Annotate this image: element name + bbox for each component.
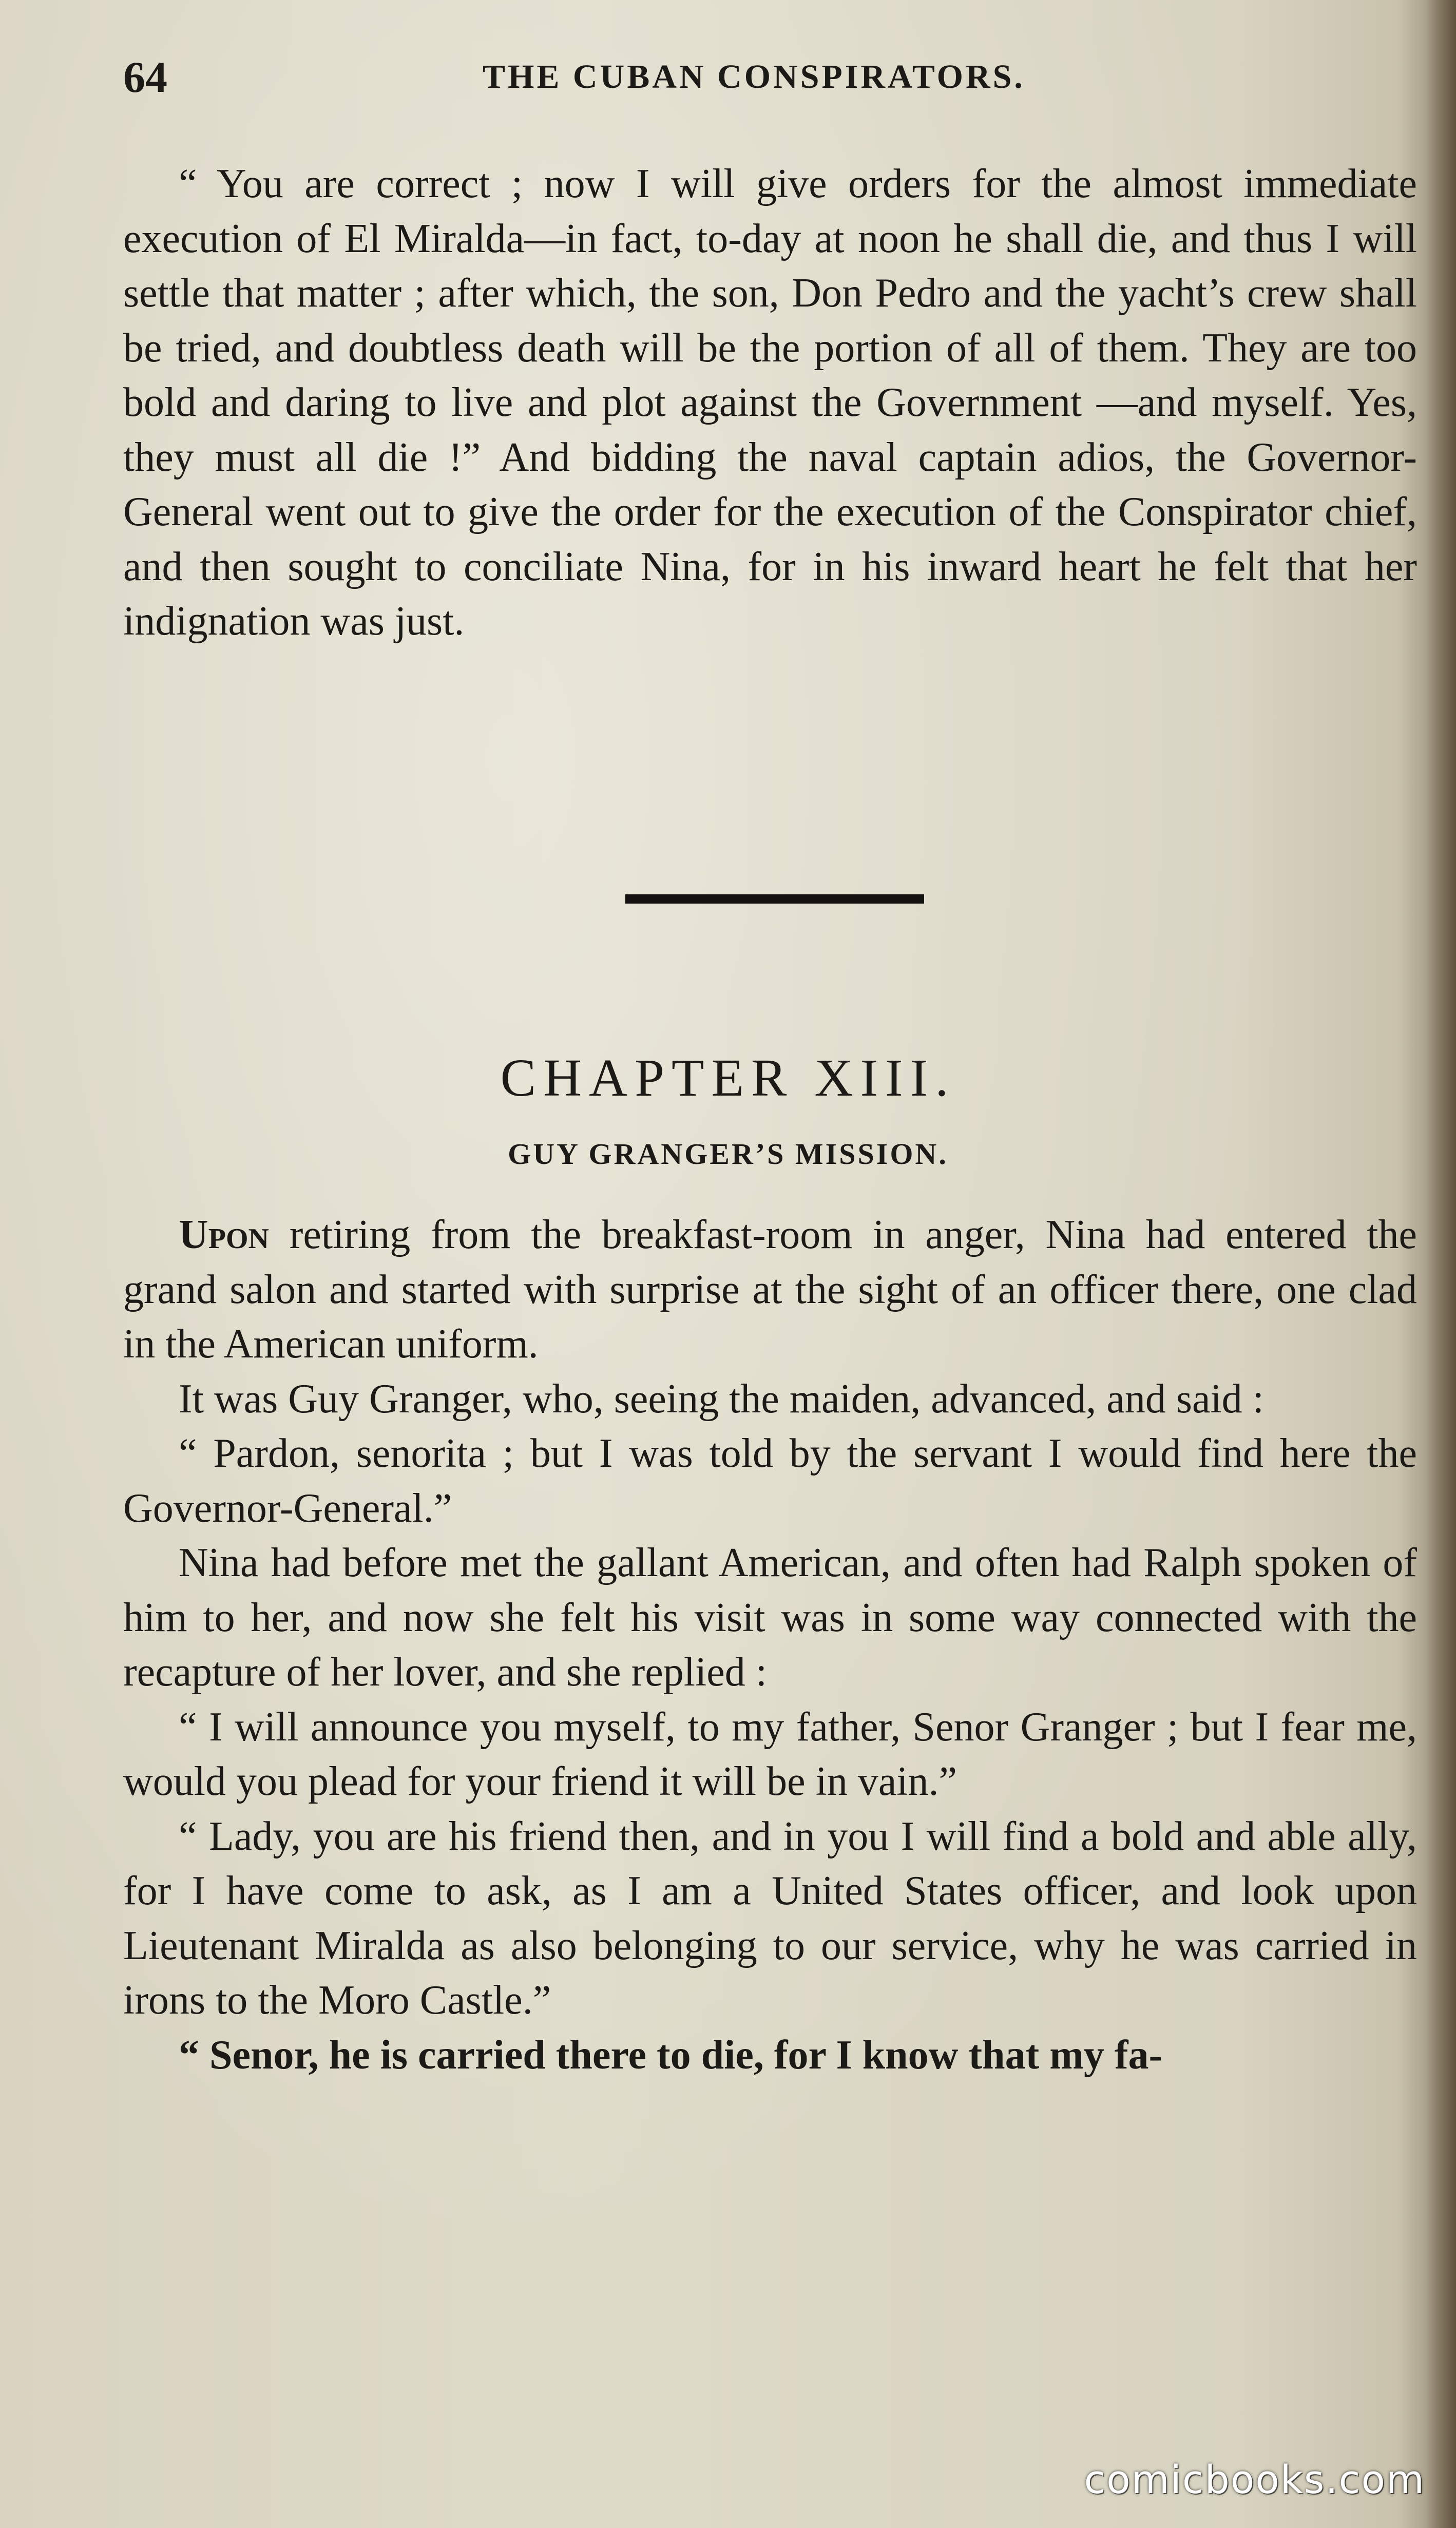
paragraph: “ You are correct ; now I will give orders for the almost immediate execution of El Miralda—in fact, to-day at noon he shall die, and thus I will settle that matter ; after which, the son, Don Pedro and the yacht’s crew shall be tried, and doubtless death will be the portion of all of them. They are too bold and daring to live and plot against the Government —and myself. Yes, they must all die !” And bidding the naval captain adios, the Governor-General went out to give the order for the execution of the Conspirator chief, and then sought to conciliate Nina, for in his inward heart he felt that her indignation was just. [123, 161, 1417, 644]
watermark-logo: comicbooks.com [1084, 2457, 1425, 2502]
paragraph: “ I will announce you myself, to my father, Senor Granger ; but I fear me, would you plead for your friend it will be in vain.” [123, 1704, 1417, 1804]
running-title: THE CUBAN CONSPIRATORS. [483, 58, 1025, 95]
paragraph [123, 1208, 1417, 1372]
chapter-text-block [123, 1208, 1417, 2082]
page-number: 64 [123, 52, 167, 102]
drop-word: Upon [179, 1212, 269, 1257]
opening-text-block [123, 157, 1417, 649]
paragraph: Nina had before met the gallant American, and often had Ralph spoken of him to her, and now she felt his visit was in some way connected with the recapture of her lover, and she replied : [123, 1540, 1417, 1695]
paragraph-text: retiring from the breakfast-room in anger, Nina had entered the grand salon and started with surprise at the sight of an officer there, one clad in the American uniform. [123, 1212, 1417, 1367]
paragraph: It was Guy Granger, who, seeing the maiden, advanced, and said : [179, 1376, 1264, 1422]
paragraph: “ Lady, you are his friend then, and in you I will find a bold and able ally, for I have come to ask, as I am a United States officer, and look upon Lieutenant Miralda as also belonging to our service, why he was carried in irons to the Moro Castle.” [123, 1813, 1417, 2023]
page-edge-shadow [1425, 0, 1456, 2528]
chapter-subtitle: GUY GRANGER’S MISSION. [508, 1137, 948, 1171]
page-header [123, 51, 1422, 108]
chapter-title: CHAPTER XIII. [500, 1048, 956, 1107]
section-divider [625, 894, 924, 904]
paragraph: “ Pardon, senorita ; but I was told by the servant I would find here the Governor-General.” [123, 1431, 1417, 1531]
paragraph: “ Senor, he is carried there to die, for I know that my fa- [179, 2032, 1163, 2078]
